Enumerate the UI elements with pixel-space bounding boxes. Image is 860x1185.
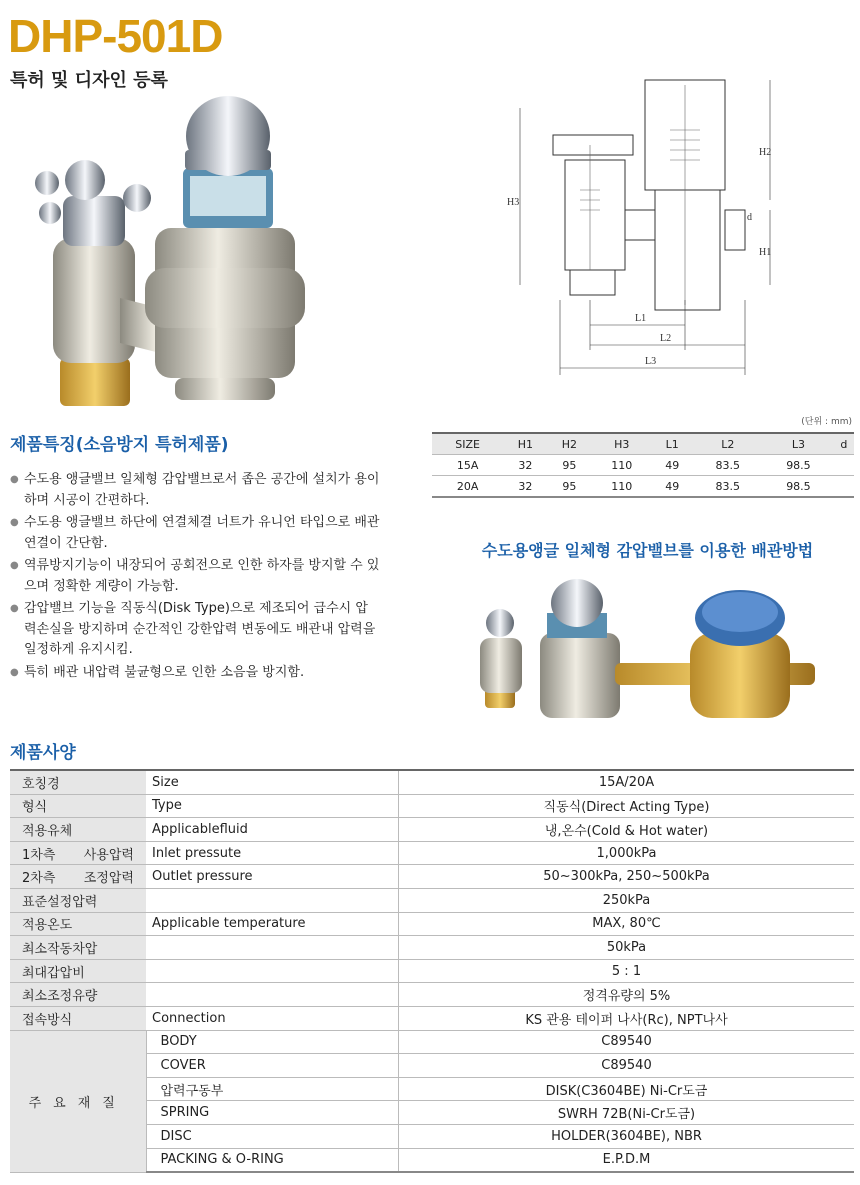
table-row — [10, 936, 854, 960]
material-part: BODY — [146, 1030, 399, 1054]
feature-item: ● 역류방지기능이 내장되어 공회전으로 인한 하자를 방지할 수 있으며 정확한 계량이 가능함. — [10, 556, 380, 597]
table-row — [10, 888, 854, 912]
table-row — [10, 1030, 854, 1054]
features-heading: 제품특징(소음방지 특허제품) — [10, 435, 229, 455]
unit-note: (단위 : mm) — [801, 417, 852, 427]
spec-label-ko: 접속방식 — [10, 1006, 146, 1030]
dim-cell: 110 — [591, 455, 652, 476]
table-row — [432, 455, 854, 476]
material-value: C89540 — [399, 1030, 855, 1054]
dim-cell: 83.5 — [692, 455, 763, 476]
dim-label-l3: L3 — [645, 356, 657, 367]
spec-label-ko: 1차측 사용압력 — [10, 841, 146, 865]
dim-cell — [834, 455, 854, 476]
dim-header: H1 — [503, 433, 547, 455]
feature-item: ● 수도용 앵글밸브 하단에 연결체결 너트가 유니언 타입으로 배관연결이 간단함. — [10, 513, 380, 554]
spec-label-en: Type — [146, 794, 399, 818]
material-part: PACKING & O-RING — [146, 1148, 399, 1172]
piping-photo — [465, 578, 835, 728]
table-row — [10, 865, 854, 889]
dim-label-d: d — [747, 212, 752, 223]
table-row — [10, 841, 854, 865]
dim-header: H3 — [591, 433, 652, 455]
dim-cell: 32 — [503, 455, 547, 476]
spec-label-ko: 최소조정유량 — [10, 983, 146, 1007]
material-value: SWRH 72B(Ni-Cr도금) — [399, 1101, 855, 1125]
dimension-table — [432, 432, 854, 498]
table-row — [10, 770, 854, 794]
product-photo — [25, 88, 325, 418]
table-row — [432, 476, 854, 498]
spec-value: 정격유량의 5% — [399, 983, 855, 1007]
spec-label-en: Applicable temperature — [146, 912, 399, 936]
spec-value: 50~300kPa, 250~500kPa — [399, 865, 855, 889]
spec-label-en: Size — [146, 770, 399, 794]
table-row — [10, 794, 854, 818]
spec-value: MAX, 80℃ — [399, 912, 855, 936]
spec-label-ko: 2차측 조정압력 — [10, 865, 146, 889]
table-row — [10, 912, 854, 936]
dimension-header-row — [432, 433, 854, 455]
material-part: DISC — [146, 1124, 399, 1148]
dim-cell: 95 — [547, 476, 591, 498]
material-part: 압력구동부 — [146, 1077, 399, 1101]
dim-label-l2: L2 — [660, 333, 672, 344]
dim-cell — [834, 476, 854, 498]
spec-value: KS 관용 테이퍼 나사(Rc), NPT나사 — [399, 1006, 855, 1030]
dim-cell: 98.5 — [763, 455, 834, 476]
piping-method-heading: 수도용앵글 일체형 감압밸브를 이용한 배관방법 — [481, 541, 814, 560]
dim-header: d — [834, 433, 854, 455]
spec-value: 15A/20A — [399, 770, 855, 794]
dim-header: SIZE — [432, 433, 503, 455]
dim-header: L1 — [652, 433, 692, 455]
feature-item: ● 특히 배관 내압력 불균형으로 인한 소음을 방지함. — [10, 663, 380, 684]
dim-label-h3: H3 — [507, 197, 520, 208]
dim-cell: 20A — [432, 476, 503, 498]
dim-label-l1: L1 — [635, 313, 647, 324]
spec-value: 50kPa — [399, 936, 855, 960]
dim-cell: 95 — [547, 455, 591, 476]
dim-cell: 49 — [652, 455, 692, 476]
spec-label-ko: 최소작동차압 — [10, 936, 146, 960]
spec-value: 냉,온수(Cold & Hot water) — [399, 818, 855, 842]
spec-label-en: Connection — [146, 1006, 399, 1030]
dim-header: L2 — [692, 433, 763, 455]
spec-label-en — [146, 888, 399, 912]
model-title: DHP-501D — [8, 10, 223, 62]
dim-cell: 49 — [652, 476, 692, 498]
dim-cell: 15A — [432, 455, 503, 476]
material-value: HOLDER(3604BE), NBR — [399, 1124, 855, 1148]
dim-header: L3 — [763, 433, 834, 455]
spec-label-ko: 최대갑압비 — [10, 959, 146, 983]
spec-value: 직동식(Direct Acting Type) — [399, 794, 855, 818]
material-value: DISK(C3604BE) Ni-Cr도금 — [399, 1077, 855, 1101]
spec-label-ko: 형식 — [10, 794, 146, 818]
dim-label-h1: H1 — [759, 247, 772, 258]
spec-label-en — [146, 983, 399, 1007]
features-list — [10, 470, 380, 685]
dim-cell: 110 — [591, 476, 652, 498]
material-part: SPRING — [146, 1101, 399, 1125]
spec-label-ko: 호칭경 — [10, 770, 146, 794]
spec-label-ko: 표준설정압력 — [10, 888, 146, 912]
cross-section-drawing — [495, 70, 795, 390]
spec-label-en — [146, 959, 399, 983]
table-row — [10, 1006, 854, 1030]
dim-label-h2: H2 — [759, 147, 772, 158]
spec-value: 5 : 1 — [399, 959, 855, 983]
table-row — [10, 983, 854, 1007]
spec-table — [10, 769, 854, 1173]
material-value: C89540 — [399, 1054, 855, 1078]
table-row — [10, 959, 854, 983]
dim-cell: 83.5 — [692, 476, 763, 498]
specs-heading: 제품사양 — [10, 743, 76, 763]
registration-subtitle: 특허 및 디자인 등록 — [10, 70, 168, 91]
spec-label-ko: 적용온도 — [10, 912, 146, 936]
material-value: E.P.D.M — [399, 1148, 855, 1172]
spec-label-en: Inlet pressute — [146, 841, 399, 865]
spec-label-en — [146, 936, 399, 960]
spec-label-ko: 적용유체 — [10, 818, 146, 842]
dim-cell: 32 — [503, 476, 547, 498]
dim-header: H2 — [547, 433, 591, 455]
spec-label-en: Applicablefluid — [146, 818, 399, 842]
dim-cell: 98.5 — [763, 476, 834, 498]
spec-value: 250kPa — [399, 888, 855, 912]
material-group-label: 주요재질 — [10, 1030, 146, 1172]
feature-item: ● 감압밸브 기능을 직동식(Disk Type)으로 제조되어 급수시 압력손실을 방지하며 순간적인 강한압력 변동에도 배관내 압력을 일정하게 유지시킴. — [10, 599, 380, 661]
table-row — [10, 818, 854, 842]
feature-item: ● 수도용 앵글밸브 일체형 감압밸브로서 좁은 공간에 설치가 용이하며 시공이 간편하다. — [10, 470, 380, 511]
material-part: COVER — [146, 1054, 399, 1078]
spec-value: 1,000kPa — [399, 841, 855, 865]
spec-label-en: Outlet pressure — [146, 865, 399, 889]
